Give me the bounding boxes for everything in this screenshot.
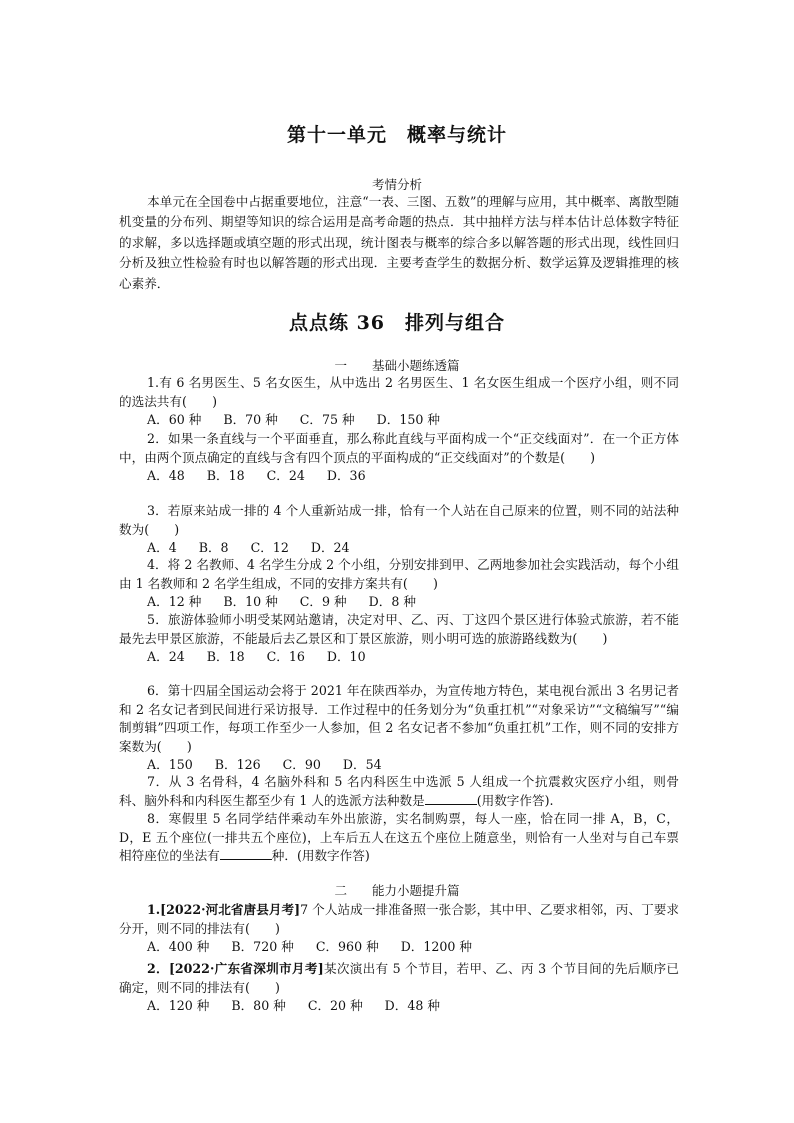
option-c: C．16 — [266, 649, 305, 664]
question-5 — [119, 611, 679, 667]
option-b: B．8 — [198, 540, 229, 555]
answer-blank — [425, 792, 477, 805]
question-source: 2．[2022·广东省深圳市月考] — [147, 961, 324, 976]
question-s2-1 — [119, 901, 679, 957]
stem-text: 8．寒假里 5 名同学结伴乘动车外出旅游，实名制购票，每人一座，恰在同一排 A，B，C，D，E 五个座位(一排共五个座位)，上车后五人在这五个座位上随意坐，则恰有一人坐对与自己车票相符座位的坐法有 — [119, 811, 679, 863]
option-b: B．126 — [214, 757, 261, 772]
question-4 — [119, 556, 679, 612]
option-c: C．9 种 — [299, 594, 347, 609]
option-b: B．720 种 — [231, 939, 294, 954]
option-c: C．20 种 — [307, 998, 363, 1013]
stem-text: 种．(用数字作答) — [271, 848, 370, 863]
option-d: D．24 — [310, 540, 350, 555]
lesson-title: 点点练 36 排列与组合 — [288, 312, 506, 334]
question-stem — [119, 960, 679, 997]
option-d: D．54 — [342, 757, 382, 772]
option-b: B．80 种 — [231, 998, 286, 1013]
option-a: A．48 — [147, 468, 185, 483]
question-7 — [119, 773, 679, 810]
question-stem: 3．若原来站成一排的 4 个人重新站成一排，恰有一个人站在自己原来的位置，则不同的站法种数为( ) — [119, 503, 679, 537]
option-a: A．12 种 — [147, 594, 202, 609]
option-d: D．48 种 — [384, 998, 440, 1013]
question-stem: 2．如果一条直线与一个平面垂直，那么称此直线与平面构成一个“正交线面对”．在一个正方体中，由两个顶点确定的直线与含有四个顶点的平面构成的“正交线面对”的个数是( ) — [119, 431, 679, 465]
question-options — [119, 593, 679, 612]
unit-title: 第十一单元 概率与统计 — [286, 124, 507, 146]
option-d: D．36 — [326, 468, 366, 483]
option-a: A．4 — [147, 540, 177, 555]
question-8 — [119, 810, 679, 866]
question-1 — [119, 374, 679, 430]
option-a: A．24 — [147, 649, 185, 664]
question-stem: 5．旅游体验师小明受某网站邀请，决定对甲、乙、丙、丁这四个景区进行体验式旅游，若不能最先去甲景区旅游，不能最后去乙景区和丁景区旅游，则小明可选的旅游路线数为( ) — [119, 612, 679, 646]
question-options — [119, 756, 679, 775]
question-options — [119, 938, 679, 957]
stem-text: (用数字作答). — [476, 792, 554, 808]
option-d: D．8 种 — [368, 594, 416, 609]
stem-text: 7 个人站成一排准备照一张合影，其中甲、乙要求相邻，丙、丁要求分开，则不同的排法有( ) — [119, 902, 679, 936]
option-a: A．120 种 — [147, 998, 210, 1013]
option-c: C．24 — [266, 468, 305, 483]
question-2 — [119, 430, 679, 486]
analysis-text: 本单元在全国卷中占据重要地位，注意“一表、三图、五数”的理解与应用，其中概率、离散型随机变量的分布列、期望等知识的综合运用是高考命题的热点．其中抽样方法与样本估计总体数字特征的求解，多以选择题或填空题的形式出现，统计图表与概率的综合多以解答题的形式出现，线性回归分析及独立性检验有时也以解答题的形式出现．主要考查学生的数据分析、数学运算及逻辑推理的核心素养． — [119, 194, 679, 291]
answer-blank — [220, 847, 272, 860]
option-a: A．400 种 — [147, 939, 210, 954]
stem-text: 某次演出有 5 个节目，若甲、乙、丙 3 个节目间的先后顺序已确定，则不同的排法有( ) — [119, 961, 679, 995]
question-3 — [119, 502, 679, 558]
question-options — [119, 648, 679, 667]
option-d: D．10 — [326, 649, 366, 664]
option-d: D．150 种 — [376, 412, 440, 427]
analysis-paragraph — [119, 192, 679, 294]
option-b: B．18 — [206, 649, 245, 664]
option-b: B．18 — [206, 468, 245, 483]
question-stem: 6．第十四届全国运动会将于 2021 年在陕西举办，为宣传地方特色，某电视台派出 3 名男记者和 2 名女记者到民间进行采访报导．工作过程中的任务划分为“负重扛机”“对象采访”“文稿编写”“编制剪辑”四项工作，每项工作至少一人参加，但 2 名女记者不参加“负重扛机”工作，则不同的安排方案数为( ) — [119, 683, 679, 754]
section1-heading: 一 基础小题练透篇 — [334, 358, 460, 373]
option-a: A．60 种 — [147, 412, 202, 427]
question-options — [119, 467, 679, 486]
option-c: C．12 — [250, 540, 289, 555]
stem-text: 7．从 3 名骨科，4 名脑外科和 5 名内科医生中选派 5 人组成一个抗震救灾医疗小组，则骨科、脑外科和内科医生都至少有 1 人的选派方法种数是 — [119, 774, 679, 808]
question-options — [119, 997, 679, 1016]
question-stem: 1.有 6 名男医生、5 名女医生，从中选出 2 名男医生、1 名女医生组成一个医疗小组，则不同的选法共有( ) — [119, 375, 679, 409]
question-options — [119, 411, 679, 430]
option-d: D．1200 种 — [400, 939, 473, 954]
question-stem — [119, 901, 679, 938]
section2-heading: 二 能力小题提升篇 — [334, 883, 460, 898]
question-stem — [119, 773, 679, 810]
option-c: C．90 — [282, 757, 321, 772]
option-b: B．70 种 — [223, 412, 278, 427]
question-6 — [119, 682, 679, 775]
question-source: 1.[2022·河北省唐县月考] — [147, 902, 301, 917]
analysis-heading: 考情分析 — [371, 177, 422, 192]
option-c: C．75 种 — [299, 412, 355, 427]
question-stem — [119, 810, 679, 866]
question-s2-2 — [119, 960, 679, 1016]
question-options — [119, 539, 679, 558]
option-b: B．10 种 — [223, 594, 278, 609]
option-c: C．960 种 — [315, 939, 379, 954]
option-a: A．150 — [147, 757, 193, 772]
question-stem: 4．将 2 名教师、4 名学生分成 2 个小组，分别安排到甲、乙两地参加社会实践活动，每个小组由 1 名教师和 2 名学生组成，不同的安排方案共有( ) — [119, 557, 679, 591]
